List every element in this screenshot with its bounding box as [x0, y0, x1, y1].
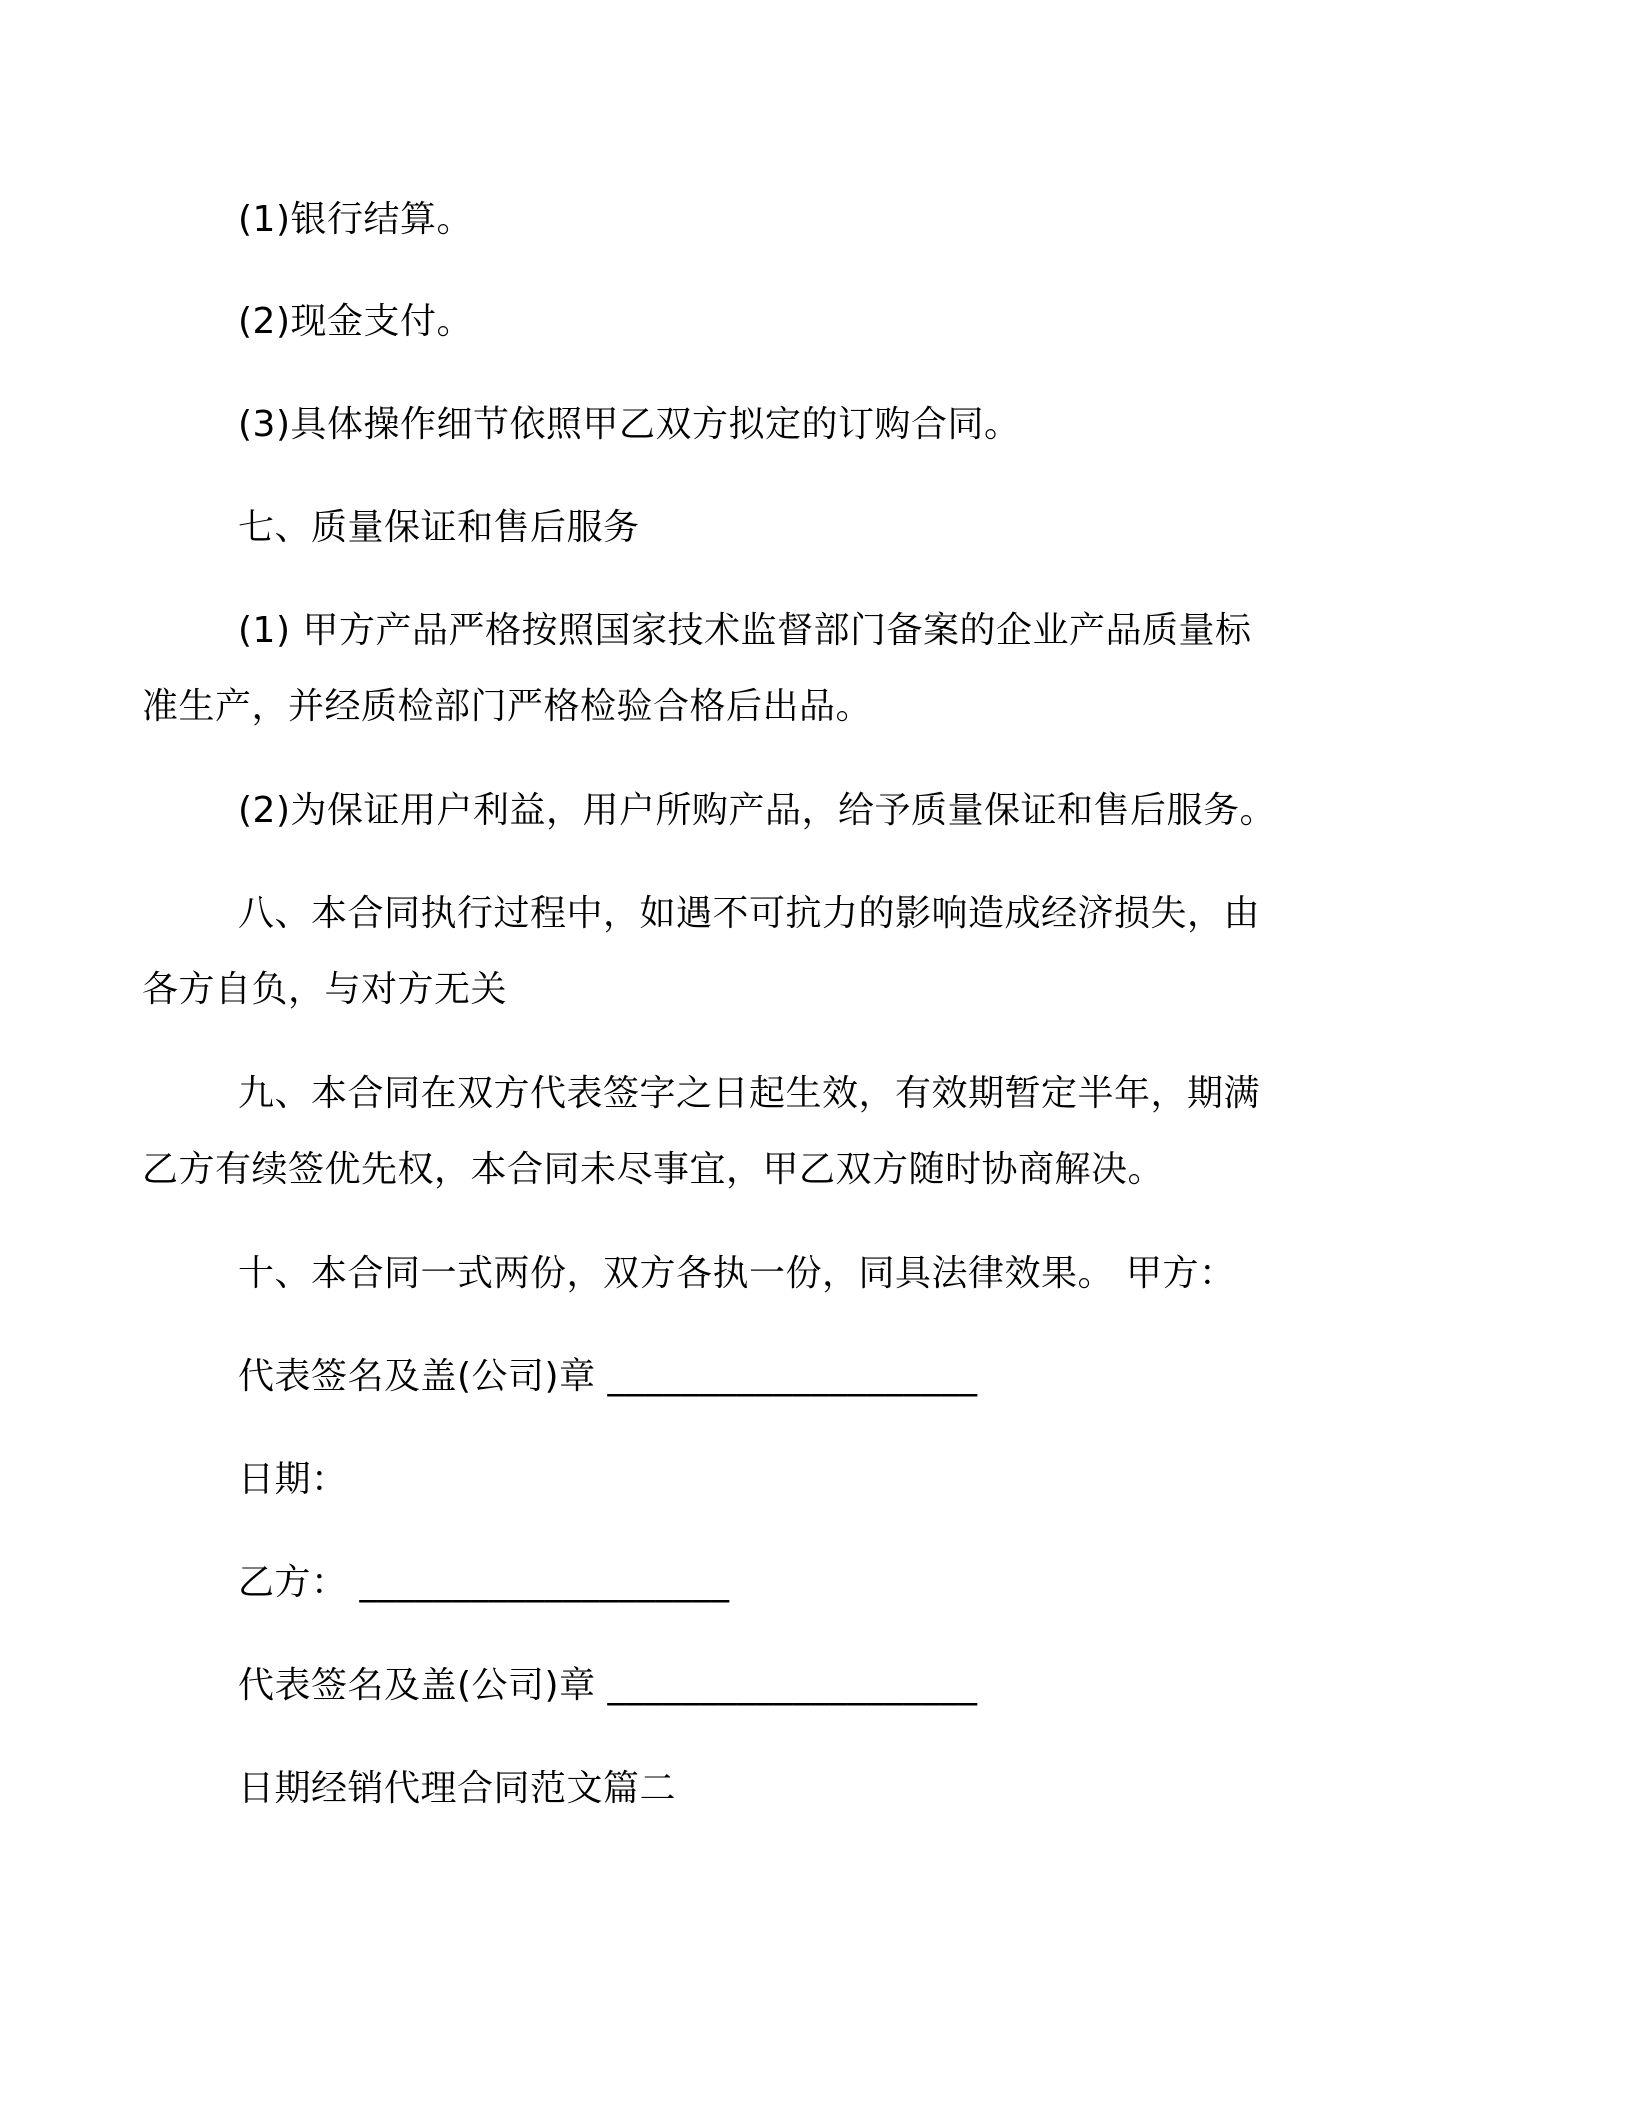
text-line: (1)银行结算。 [238, 199, 473, 240]
text-line: 九、本合同在双方代表签字之日起生效，有效期暂定半年，期满 [238, 1073, 1261, 1114]
quality-clause-1 [142, 593, 1380, 745]
text-line: 准生产，并经质检部门严格检验合格后出品。 [142, 686, 873, 727]
party-b-signature-line [238, 1648, 1380, 1724]
party-a-signature-line [238, 1339, 1380, 1415]
text-line: 乙方有续签优先权，本合同未尽事宜，甲乙双方随时协商解决。 [142, 1149, 1165, 1190]
text-line: (1) 甲方产品严格按照国家技术监督部门备案的企业产品质量标 [238, 610, 1252, 651]
text-line: (3)具体操作细节依照甲乙双方拟定的订购合同。 [238, 404, 1021, 445]
text-line: (2)为保证用户利益，用户所购产品，给予质量保证和售后服务。 [238, 790, 1276, 831]
text-line: 代表签名及盖(公司)章 ____________________ [238, 1356, 978, 1397]
clause-copies [238, 1236, 1380, 1312]
clause-force-majeure [142, 876, 1380, 1028]
party-b-line [238, 1545, 1380, 1621]
text-line: 十、本合同一式两份，双方各执一份，同具法律效果。 甲方： [238, 1253, 1236, 1294]
payment-method-cash [238, 284, 1380, 360]
next-section-title [238, 1751, 1380, 1827]
text-line: 乙方： ____________________ [238, 1562, 730, 1603]
text-line: (2)现金支付。 [238, 301, 473, 342]
clause-effective-date [142, 1056, 1380, 1208]
party-a-date-line [238, 1442, 1380, 1518]
payment-method-details [238, 387, 1380, 463]
text-line: 七、质量保证和售后服务 [238, 507, 640, 548]
text-line: 代表签名及盖(公司)章 ____________________ [238, 1665, 978, 1706]
payment-method-bank [238, 182, 1380, 258]
section-heading-quality [238, 490, 1380, 566]
quality-clause-2 [238, 773, 1380, 849]
text-line: 日期： [238, 1459, 348, 1500]
text-line: 各方自负，与对方无关 [142, 969, 508, 1010]
text-line: 八、本合同执行过程中，如遇不可抗力的影响造成经济损失，由 [238, 893, 1261, 934]
text-line: 日期经销代理合同范文篇二 [238, 1768, 677, 1809]
